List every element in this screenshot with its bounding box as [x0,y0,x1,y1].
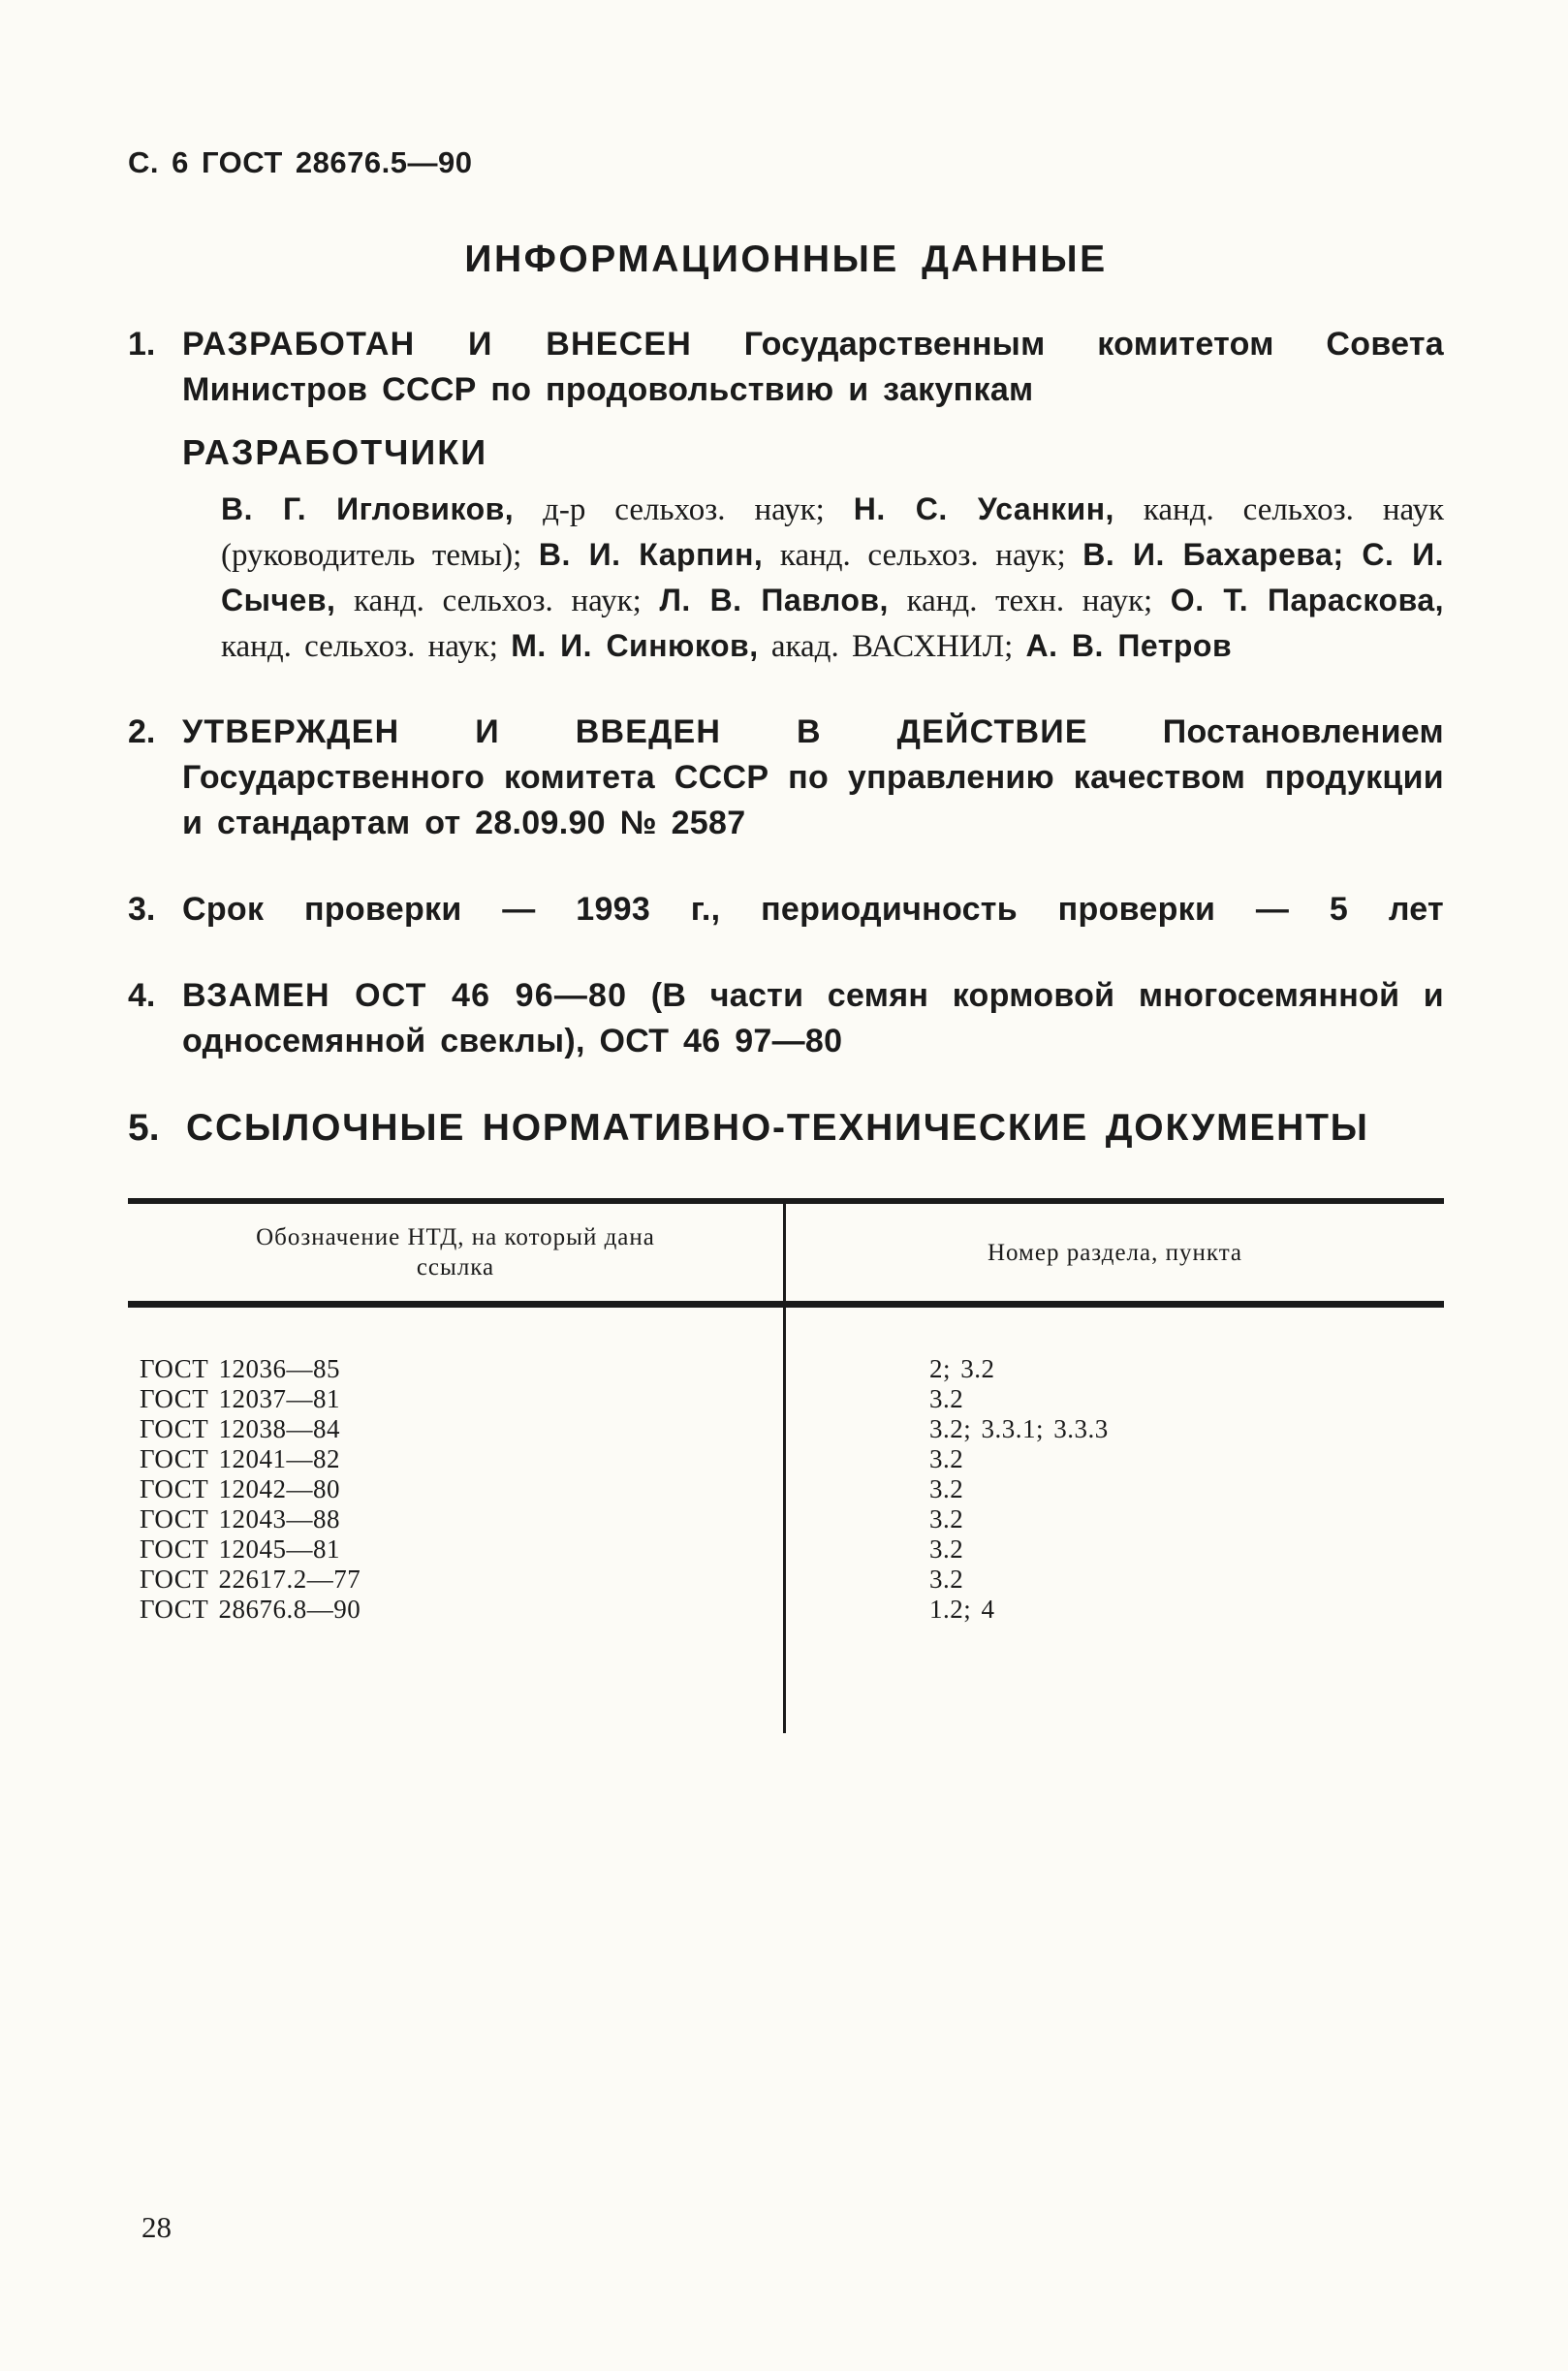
developer-segment: канд. техн. наук; [888,584,1171,618]
item-2-lead: УТВЕРЖДЕН И ВВЕДЕН В ДЕЙСТВИЕ [182,713,1088,750]
section-cell: 1.2; 4 [929,1595,995,1624]
developer-segment: канд. сельхоз. наук (руководитель темы); [221,492,1444,573]
developer-segment: Л. В. Павлов, [659,583,889,617]
ntd-cell: ГОСТ 12042—80 [140,1474,341,1503]
ntd-cell: ГОСТ 12037—81 [140,1384,341,1413]
ntd-cell: ГОСТ 22617.2—77 [140,1565,361,1594]
item-3-text: Срок проверки — 1993 г., периодичность проверки — 5 лет [182,891,1444,928]
developer-segment: д-р сельхоз. наук; [514,492,854,527]
item-1-number: 1. [128,326,156,363]
page-number: 28 [141,2210,172,2244]
item-3 [128,887,1444,933]
section-cell: 3.2 [929,1474,964,1503]
item-3-number: 3. [128,891,156,928]
section-cell: 3.2 [929,1384,964,1413]
item-5-text [186,1103,1444,1154]
references-table [128,1198,1444,1733]
developer-segment: канд. сельхоз. наук; [221,629,512,664]
item-5-lead: ССЫЛОЧНЫЕ НОРМАТИВНО-ТЕХНИЧЕСКИЕ ДОКУМЕНТЫ [186,1107,1369,1149]
table-double-rule [128,1301,1444,1308]
developer-segment: М. И. Синюков, [511,628,759,663]
item-5 [128,1103,1444,1154]
item-4 [128,973,1444,1064]
item-1-text [182,322,1444,413]
item-2-text [182,710,1444,846]
item-2 [128,710,1444,846]
item-1-lead: РАЗРАБОТАН И ВНЕСЕН [182,326,693,363]
ntd-cell: ГОСТ 12036—85 [140,1354,341,1383]
item-1-body: Государственным комитетом Совета Министров СССР по продовольствию и закупкам [182,326,1445,408]
developer-segment: В. И. Бахарева; [1082,537,1363,572]
table-column-header-ntd: Обозначение НТД, на который дана ссылка [128,1204,786,1301]
developer-segment: канд. сельхоз. наук; [763,538,1083,573]
ntd-cell: ГОСТ 12045—81 [140,1534,341,1564]
ntd-cell: ГОСТ 12038—84 [140,1414,341,1443]
developer-segment: В. Г. Игловиков, [221,491,515,526]
developer-segment: канд. сельхоз. наук; [335,584,660,618]
section-cell: 2; 3.2 [929,1354,995,1383]
section-cell: 3.2 [929,1565,964,1594]
table-body [128,1308,1444,1733]
item-2-number: 2. [128,713,156,750]
ntd-cell: ГОСТ 28676.8—90 [140,1595,361,1624]
ntd-cell: ГОСТ 12041—82 [140,1444,341,1473]
item-4-number: 4. [128,977,156,1014]
section-column [786,1308,1444,1733]
table-column-header-section: Номер раздела, пункта [987,1239,1243,1266]
developer-segment: В. И. Карпин, [538,537,764,572]
developers-paragraph [221,487,1444,669]
page-header-label: С. 6 ГОСТ 28676.5—90 [128,145,473,179]
item-5-number: 5. [128,1107,160,1149]
developer-segment: О. Т. Параскова, [1170,583,1445,617]
ntd-cell: ГОСТ 12043—88 [140,1504,341,1533]
developer-segment: А. В. Петров [1025,628,1233,663]
item-2-body: Постановлением Государственного комитета СССР по управлению качеством продукции и стандартам от 28.09.90 № 2587 [182,713,1444,841]
developer-segment: акад. ВАСХНИЛ; [758,629,1026,664]
item-4-text [182,973,1444,1064]
developer-segment: Н. С. Усанкин, [853,491,1114,526]
section-cell: 3.2 [929,1534,964,1564]
section-cell: 3.2 [929,1504,964,1533]
section-cell: 3.2 [929,1444,964,1473]
developers-heading: РАЗРАБОТЧИКИ [182,432,488,472]
item-4-body: (В части семян кормовой многосемянной и односемянной свеклы), ОСТ 46 97—80 [182,977,1445,1059]
section-cell: 3.2; 3.3.1; 3.3.3 [929,1414,1109,1443]
developer-segment: С. И. Сычев, [221,537,1445,617]
item-1 [128,322,1444,413]
ntd-column [128,1308,786,1733]
document-title: ИНФОРМАЦИОННЫЕ ДАННЫЕ [464,238,1108,280]
table-header-row [128,1204,1444,1301]
item-4-lead: ВЗАМЕН ОСТ 46 96—80 [182,977,628,1014]
